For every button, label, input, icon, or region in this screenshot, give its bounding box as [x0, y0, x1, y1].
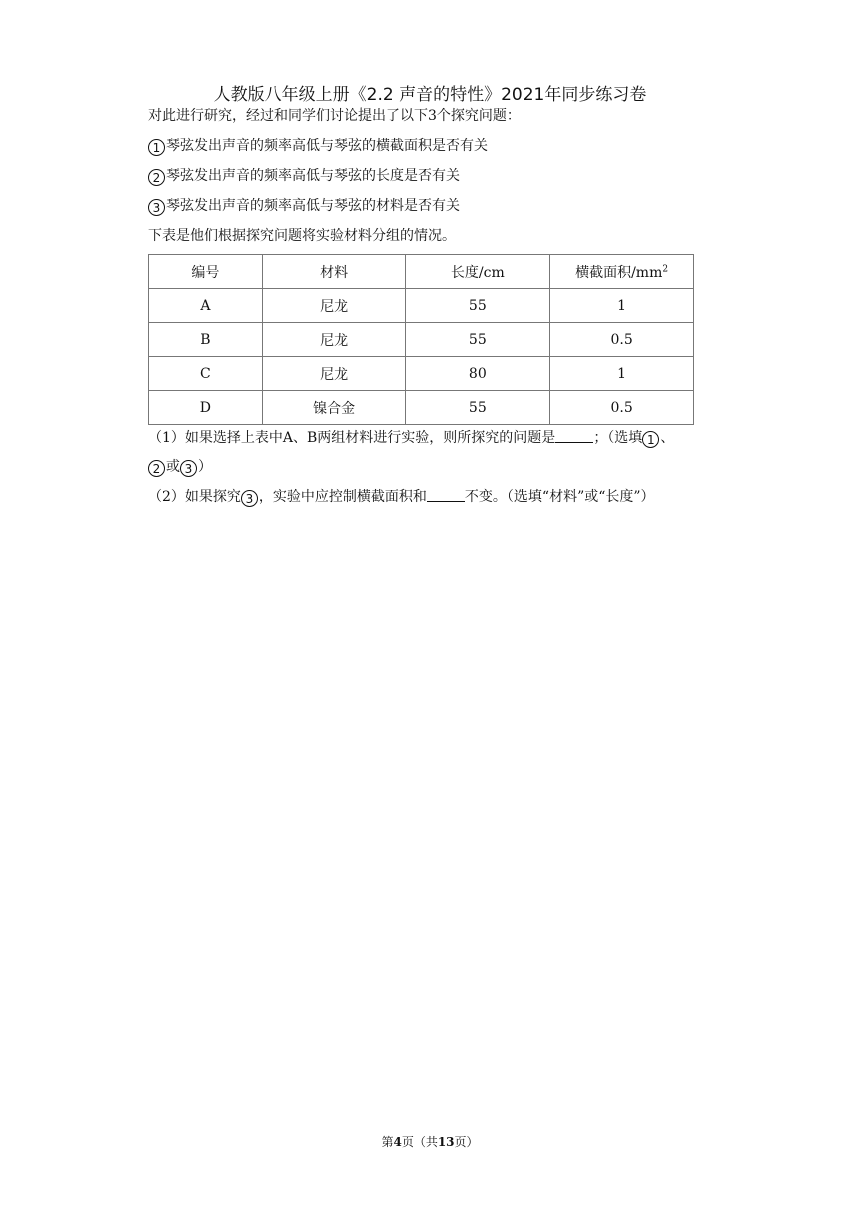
page-footer	[0, 1133, 860, 1150]
table-cell: 1	[550, 289, 694, 323]
separator: 、	[660, 430, 675, 446]
question-1-suffix: ；（选填	[593, 430, 643, 446]
circled-number: 3	[241, 490, 258, 507]
circled-number: 3	[180, 460, 197, 477]
intro-text: 对此进行研究，经过和同学们讨论提出了以下3个探究问题：	[148, 108, 521, 124]
circled-number: 2	[148, 169, 165, 186]
footer-text: 页（共	[401, 1135, 438, 1149]
header-cell: 材料	[262, 255, 406, 289]
header-cell	[550, 255, 694, 289]
page-number: 4	[393, 1135, 402, 1149]
question-1	[148, 428, 674, 448]
question-2-text: ，实验中应控制横截面积和	[258, 489, 427, 505]
question-2-suffix: 不变。（选填“材料”或“长度”）	[464, 489, 655, 505]
superscript-2: 2	[662, 263, 669, 274]
question-1-continued	[148, 458, 212, 477]
total-pages: 13	[437, 1135, 455, 1149]
question-item-3	[148, 197, 460, 216]
table-cell: 尼龙	[262, 357, 406, 391]
table-row	[149, 391, 694, 425]
table-cell: 80	[406, 357, 550, 391]
circled-number: 1	[642, 431, 659, 448]
materials-table	[148, 254, 694, 425]
page-title: 人教版八年级上册《2.2 声音的特性》2021年同步练习卷	[213, 85, 647, 105]
table-cell: C	[149, 357, 263, 391]
table-cell: 55	[406, 289, 550, 323]
circled-number: 2	[148, 460, 165, 477]
table-cell: 0.5	[550, 391, 694, 425]
table-cell: 55	[406, 391, 550, 425]
answer-blank	[427, 487, 465, 502]
table-cell: 1	[550, 357, 694, 391]
table-row	[149, 323, 694, 357]
table-intro: 下表是他们根据探究问题将实验材料分组的情况。	[148, 228, 456, 244]
answer-blank	[555, 428, 593, 443]
table-cell: A	[149, 289, 263, 323]
table-header-row	[149, 255, 694, 289]
table-row	[149, 357, 694, 391]
header-area-label: 横截面积/mm	[575, 264, 663, 281]
table-cell: D	[149, 391, 263, 425]
question-item-2	[148, 167, 460, 186]
question-2	[148, 487, 655, 507]
question-1-text: （1）如果选择上表中A、B两组材料进行实验，则所探究的问题是	[148, 430, 556, 446]
question-item-1	[148, 137, 488, 156]
table-cell: B	[149, 323, 263, 357]
question-text: 琴弦发出声音的频率高低与琴弦的长度是否有关	[166, 168, 460, 184]
footer-text: 第	[381, 1135, 394, 1149]
circled-number: 3	[148, 199, 165, 216]
table-cell: 55	[406, 323, 550, 357]
header-cell: 编号	[149, 255, 263, 289]
question-2-prefix: （2）如果探究	[148, 489, 241, 505]
table-cell: 镍合金	[262, 391, 406, 425]
question-text: 琴弦发出声音的频率高低与琴弦的横截面积是否有关	[166, 138, 488, 154]
footer-text: 页）	[454, 1135, 479, 1149]
table-cell: 尼龙	[262, 289, 406, 323]
table-cell: 0.5	[550, 323, 694, 357]
question-text: 琴弦发出声音的频率高低与琴弦的材料是否有关	[166, 198, 460, 214]
circled-number: 1	[148, 139, 165, 156]
or-text: 或	[166, 459, 180, 475]
table-row	[149, 289, 694, 323]
header-cell: 长度/cm	[406, 255, 550, 289]
table-cell: 尼龙	[262, 323, 406, 357]
close-paren: ）	[198, 459, 212, 475]
